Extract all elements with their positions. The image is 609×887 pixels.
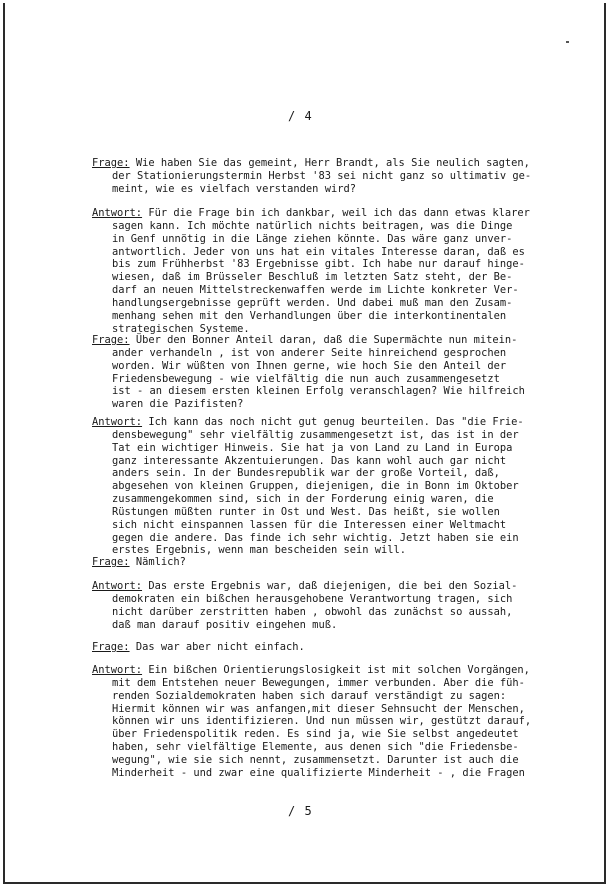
paragraph-line: Hiermit können wir was anfangen,mit dieser Sehnsucht der Menschen, [112,702,525,715]
paragraph-line: strategischen Systeme. [112,322,250,335]
paragraph-line: daß man darauf positiv eingehen muß. [112,618,338,631]
paragraph-line: Frage: Wie haben Sie das gemeint, Herr Brandt, als Sie neulich sagten, [92,157,530,169]
paragraph-line: menhang sehen mit den Verhandlungen über die interkontinentalen [112,309,507,322]
paragraph-line: können wir uns identifizieren. Und nun müssen wir, gestützt darauf, [112,715,532,728]
paragraph-line: ander verhandeln , ist von anderer Seite hinreichend gesprochen [112,346,507,359]
paragraph-line: wiesen, daß im Brüsseler Beschluß im letzten Satz steht, der Be- [112,271,513,284]
paragraph-line: Antwort: Ein bißchen Orientierungslosigkeit ist mit solchen Vorgängen, [92,664,530,676]
paragraph-line: haben, sehr vielfältige Elemente, aus denen sich "die Friedensbe- [112,741,519,754]
paragraph-question-1 [92,157,577,196]
paragraph-answer-1 [92,207,577,335]
paragraph-line: renden Sozialdemokraten haben sich darauf verständigt zu sagen: [112,689,507,702]
paragraph-line: bis zum Frühherbst '83 Ergebnisse gibt. Ich habe nur darauf hinge- [112,258,525,271]
paragraph-line: darf an neuen Mittelstreckenwaffen werde im Lichte konkreter Ver- [112,284,519,297]
paragraph-line: Antwort: Das erste Ergebnis war, daß diejenigen, die bei den Sozial- [92,580,518,592]
paragraph-line: wegung", wie sie sich nennt, zusammensetzt. Darunter ist auch die [112,753,519,766]
paragraph-line: sich nicht einspannen lassen für die Interessen einer Weltmacht [112,518,507,531]
speaker-label: Antwort: [92,207,143,219]
paragraph-line: Frage: Das war aber nicht einfach. [92,641,305,653]
paragraph-line: antwortlich. Jeder von uns hat ein vitales Interesse daran, daß es [112,245,525,258]
speaker-label: Frage: [92,641,130,653]
paragraph-line: zusammengekommen sind, sich in der Forderung einig waren, die [112,493,494,506]
paragraph-line: demokraten ein bißchen herausgehobene Verantwortung tragen, sich [112,592,513,605]
paragraph-line: handlungsergebnisse geprüft werden. Und dabei muß man den Zusam- [112,296,513,309]
paragraph-line: nicht darüber zerstritten haben , obwohl das zunächst so aussah, [112,605,513,618]
speaker-label: Frage: [92,157,130,169]
paragraph-line: der Stationierungstermin Herbst '83 sei nicht ganz so ultimativ ge- [112,169,532,182]
paragraph-line: in Genf unnötig in die Länge ziehen könnte. Das wäre ganz unver- [112,232,513,245]
paragraph-line: Tat ein wichtiger Hinweis. Sie hat ja von Land zu Land in Europa [112,441,513,454]
page-number-bottom: / 5 [288,804,313,818]
paragraph-line: ist - an diesem ersten kleinen Erfolg veranschlagen? Wie hilfreich [112,385,525,398]
speaker-label: Antwort: [92,580,143,592]
paragraph-line: gegen die andere. Das finde ich sehr wichtig. Jetzt haben sie ein [112,531,519,544]
paragraph-question-4 [92,641,577,654]
paragraph-line: Friedensbewegung - wie vielfältig die nun auch zusammengesetzt [112,372,500,385]
paragraph-line: erstes Ergebnis, wenn man bescheiden sein will. [112,544,407,557]
paragraph-line: sagen kann. Ich möchte natürlich nichts beitragen, was die Dinge [112,219,513,232]
paragraph-line: ganz interessante Akzentuierungen. Das kann wohl auch gar nicht [112,454,507,467]
paragraph-line: mit dem Entstehen neuer Bewegungen, immer verbunden. Aber die füh- [112,676,525,689]
paragraph-line: Frage: Über den Bonner Anteil daran, daß die Supermächte nun mitein- [92,334,518,346]
paragraph-line: waren die Pazifisten? [112,398,244,411]
paragraph-line: anders sein. In der Bundesrepublik war der große Vorteil, daß, [112,467,500,480]
paragraph-question-3 [92,556,577,569]
paragraph-line: Rüstungen müßten runter in Ost und West. Das heißt, sie wollen [112,505,500,518]
paragraph-answer-4 [92,664,577,780]
scan-speck [566,41,569,43]
paragraph-line: densbewegung" sehr vielfältig zusammengesetzt ist, das ist in der [112,428,519,441]
paragraph-line: Antwort: Ich kann das noch nicht gut genug beurteilen. Das "die Frie- [92,416,524,428]
speaker-label: Frage: [92,556,130,568]
page-number-top: / 4 [288,109,313,123]
paragraph-question-2 [92,334,577,411]
paragraph-answer-3 [92,580,577,631]
paragraph-line: meint, wie es vielfach verstanden wird? [112,182,356,195]
paragraph-line: über Friedenspolitik reden. Es sind ja, wie Sie selbst angedeutet [112,728,519,741]
paragraph-line: abgesehen von kleinen Gruppen, diejenigen, die in Bonn im Oktober [112,480,519,493]
paragraph-line: Antwort: Für die Frage bin ich dankbar, weil ich das dann etwas klarer [92,207,530,219]
speaker-label: Antwort: [92,416,143,428]
paragraph-line: Frage: Nämlich? [92,556,186,568]
speaker-label: Frage: [92,334,130,346]
paragraph-line: Minderheit - und zwar eine qualifizierte Minderheit - , die Fragen [112,766,525,779]
speaker-label: Antwort: [92,664,143,676]
paragraph-line: worden. Wir wüßten von Ihnen gerne, wie hoch Sie den Anteil der [112,359,507,372]
paragraph-answer-2 [92,416,577,557]
